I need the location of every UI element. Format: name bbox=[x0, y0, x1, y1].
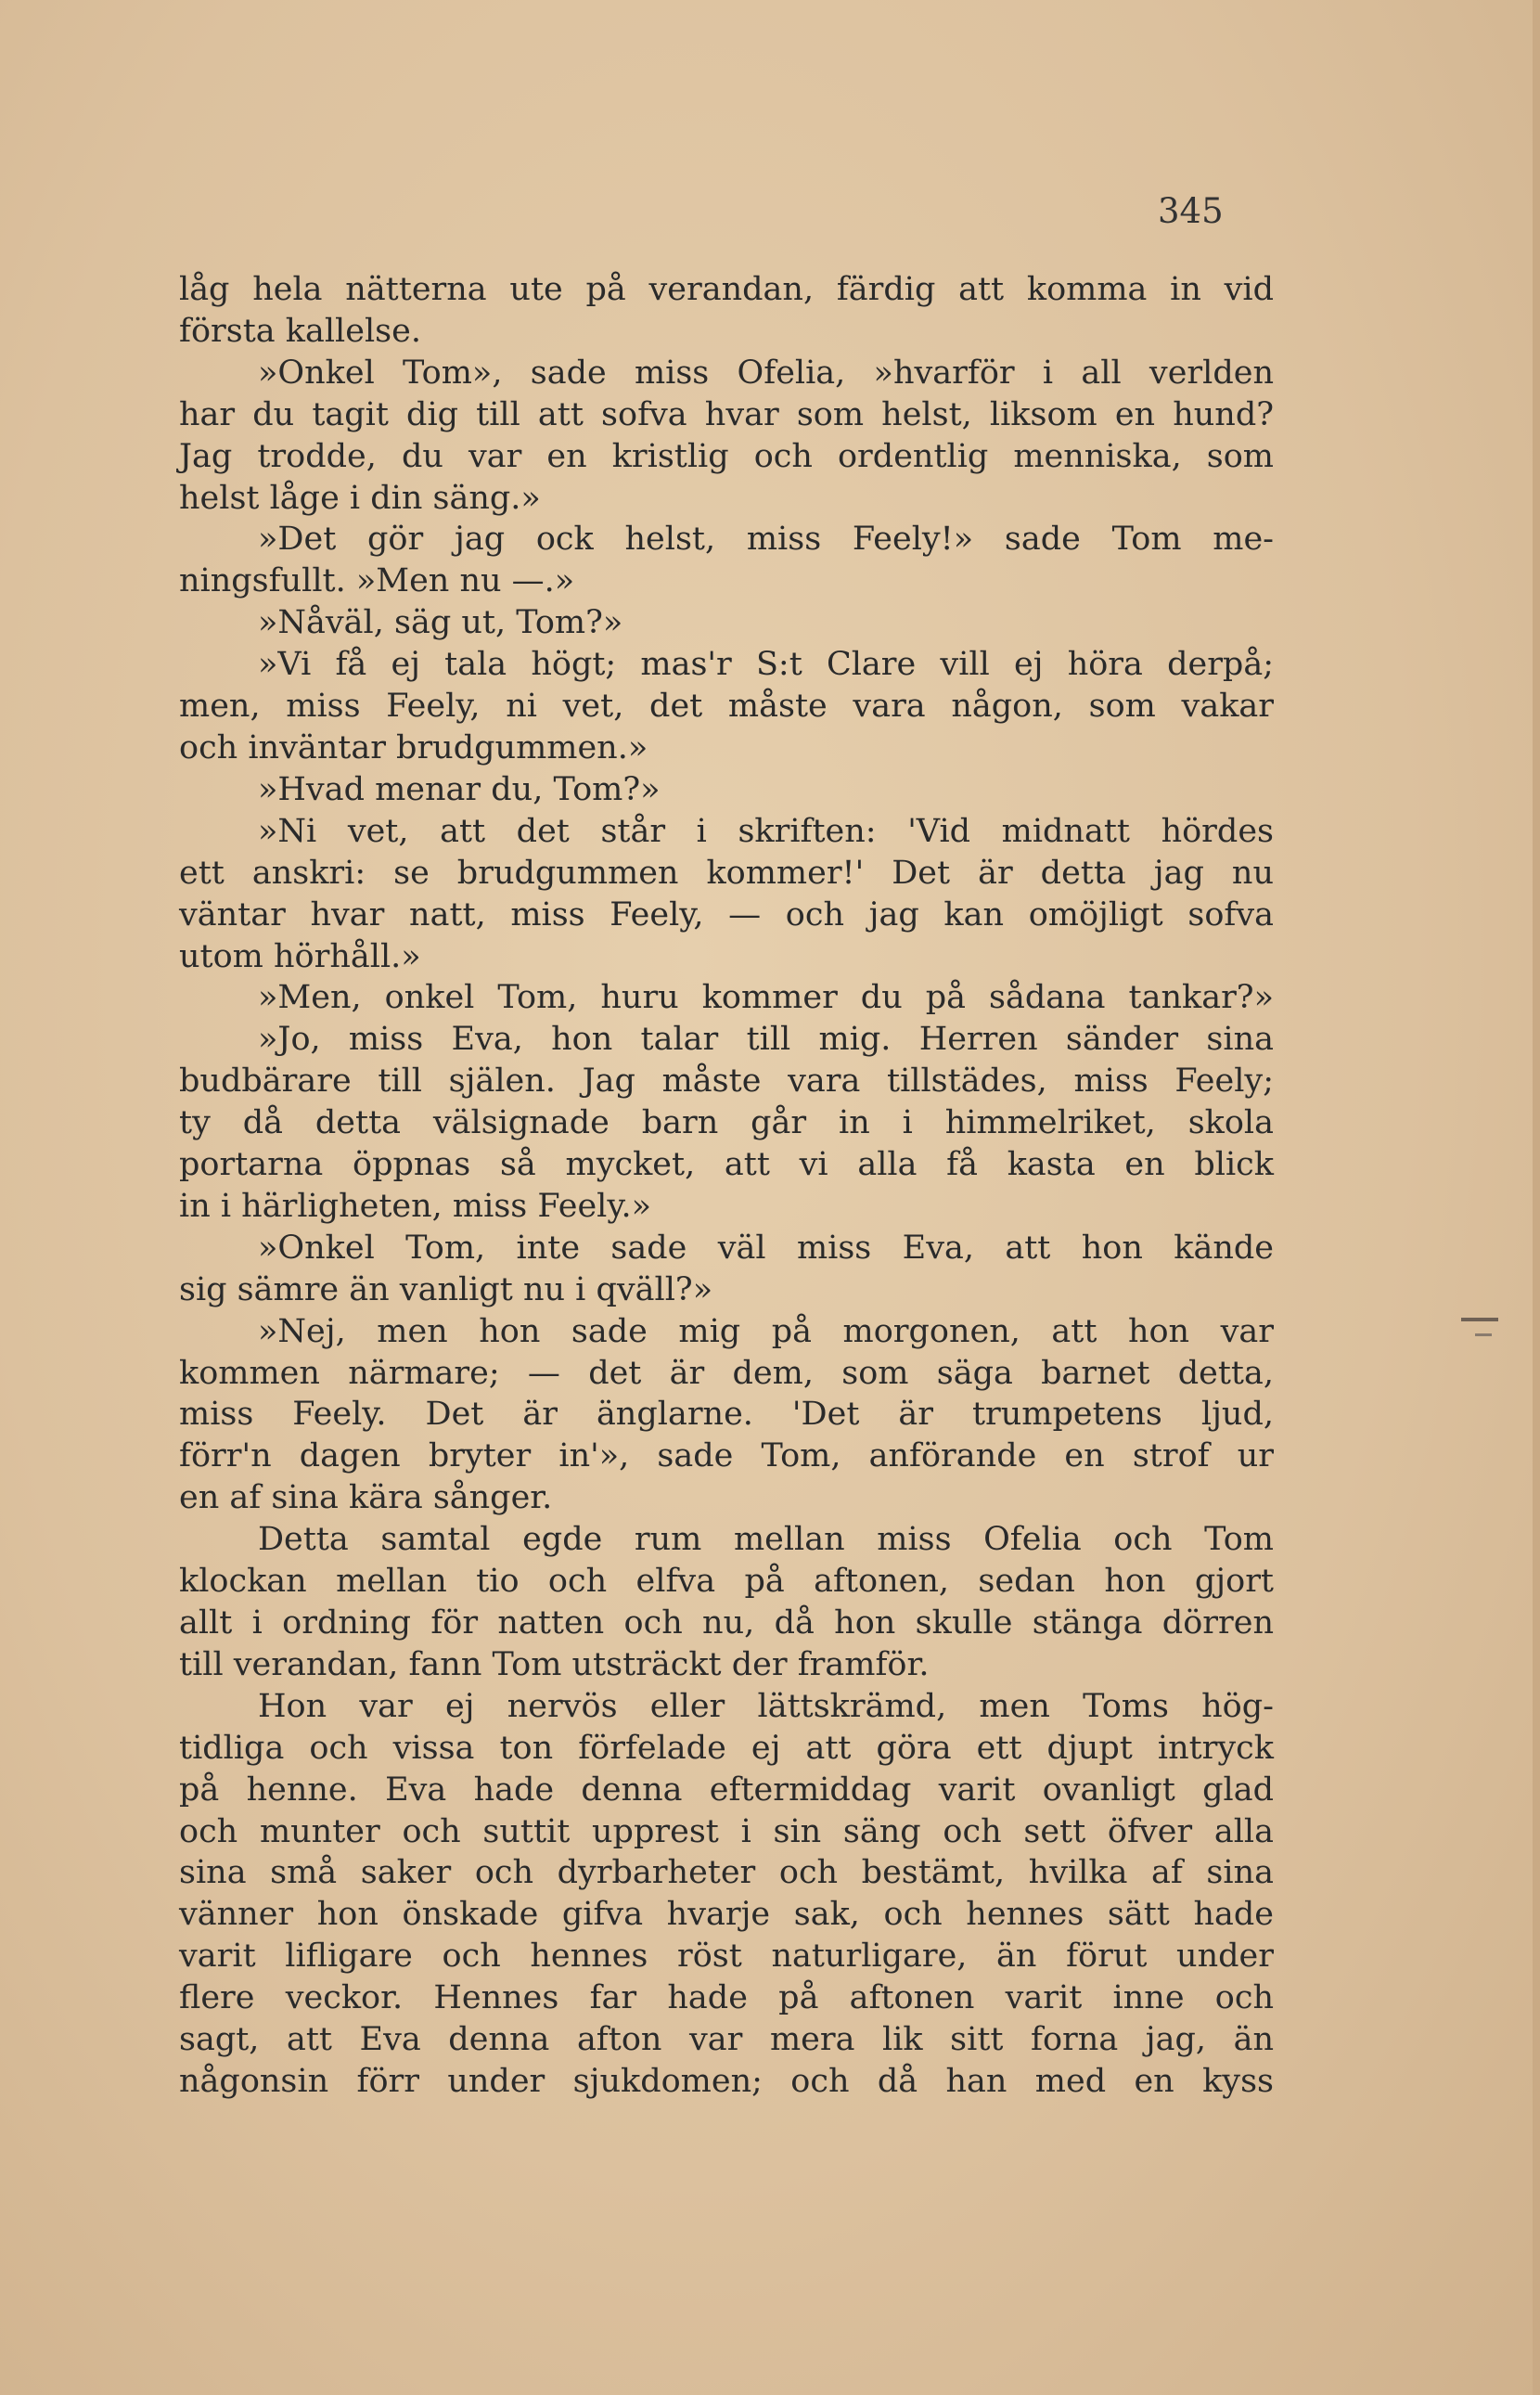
margin-pencil-mark bbox=[1461, 1318, 1498, 1321]
text-line: men, miss Feely, ni vet, det måste vara någon, som vakar bbox=[179, 688, 1274, 726]
text-line: »Det gör jag ock helst, miss Feely!» sade Tom me- bbox=[258, 521, 1274, 559]
text-line: Detta samtal egde rum mellan miss Ofelia och Tom bbox=[258, 1521, 1274, 1559]
text-line: »Ni vet, att det står i skriften: 'Vid midnatt hördes bbox=[258, 812, 1274, 850]
text-line: första kallelse. bbox=[179, 312, 421, 350]
text-line: sagt, att Eva denna afton var mera lik sitt forna jag, än bbox=[179, 2021, 1274, 2059]
margin-pencil-mark bbox=[1475, 1333, 1492, 1336]
text-line: förr'n dagen bryter in'», sade Tom, anförande en strof ur bbox=[179, 1437, 1274, 1475]
text-line: budbärare till själen. Jag måste vara tillstädes, miss Feely; bbox=[179, 1062, 1274, 1101]
text-line: varit lifligare och hennes röst naturligare, än förut under bbox=[179, 1938, 1274, 1976]
text-line: utom hörhåll.» bbox=[179, 937, 421, 975]
text-line: kommen närmare; — det är dem, som säga barnet detta, bbox=[179, 1354, 1274, 1392]
text-line: sina små saker och dyrbarheter och bestämt, hvilka af sina bbox=[179, 1854, 1274, 1892]
text-line: vänner hon önskade gifva hvarje sak, och hennes sätt hade bbox=[179, 1896, 1274, 1934]
page-number: 345 bbox=[1158, 191, 1224, 231]
text-line: har du tagit dig till att sofva hvar som helst, liksom en hund? bbox=[179, 395, 1274, 433]
text-line: väntar hvar natt, miss Feely, — och jag kan omöjligt sofva bbox=[179, 895, 1274, 934]
text-line: låg hela nätterna ute på verandan, färdig att komma in vid bbox=[179, 271, 1274, 308]
text-line: ningsfullt. »Men nu —.» bbox=[179, 562, 575, 600]
text-line: sig sämre än vanligt nu i qväll?» bbox=[179, 1270, 713, 1308]
text-line: »Onkel Tom, inte sade väl miss Eva, att hon kände bbox=[258, 1229, 1274, 1267]
text-line: tidliga och vissa ton förfelade ej att göra ett djupt intryck bbox=[179, 1729, 1274, 1767]
text-line: in i härligheten, miss Feely.» bbox=[179, 1187, 652, 1225]
text-line: »Hvad menar du, Tom?» bbox=[258, 770, 661, 808]
text-line: och munter och suttit upprest i sin säng och sett öfver alla bbox=[179, 1812, 1274, 1850]
text-line: ett anskri: se brudgummen kommer!' Det är detta jag nu bbox=[179, 854, 1274, 892]
text-line: »Nåväl, säg ut, Tom?» bbox=[258, 604, 623, 642]
text-line: »Onkel Tom», sade miss Ofelia, »hvarför i all verlden bbox=[258, 354, 1274, 392]
text-line: en af sina kära sånger. bbox=[179, 1479, 553, 1517]
text-line: helst låge i din säng.» bbox=[179, 479, 541, 517]
page-edge bbox=[1533, 0, 1540, 2395]
text-line: allt i ordning för natten och nu, då hon skulle stänga dörren bbox=[179, 1604, 1274, 1642]
text-line: någonsin förr under sjukdomen; och då han med en kyss bbox=[179, 2062, 1274, 2100]
text-line: »Men, onkel Tom, huru kommer du på sådana tankar?» bbox=[258, 979, 1274, 1017]
text-line: klockan mellan tio och elfva på aftonen, sedan hon gjort bbox=[179, 1563, 1274, 1601]
text-line: till verandan, fann Tom utsträckt der framför. bbox=[179, 1645, 930, 1683]
text-line: flere veckor. Hennes far hade på aftonen varit inne och bbox=[179, 1979, 1274, 2017]
text-line: »Nej, men hon sade mig på morgonen, att hon var bbox=[258, 1312, 1274, 1350]
text-line: ty då detta välsignade barn går in i himmelriket, skola bbox=[179, 1104, 1274, 1142]
text-line: Hon var ej nervös eller lättskrämd, men Toms hög- bbox=[258, 1687, 1274, 1725]
text-line: »Vi få ej tala högt; mas'r S:t Clare vill ej höra derpå; bbox=[258, 646, 1274, 684]
text-line: miss Feely. Det är änglarne. 'Det är trumpetens ljud, bbox=[179, 1396, 1274, 1434]
text-line: på henne. Eva hade denna eftermiddag varit ovanligt glad bbox=[179, 1770, 1274, 1809]
text-line: portarna öppnas så mycket, att vi alla få kasta en blick bbox=[179, 1146, 1274, 1184]
body-text bbox=[179, 269, 1274, 2103]
text-line: »Jo, miss Eva, hon talar till mig. Herren sänder sina bbox=[258, 1021, 1274, 1059]
text-line: Jag trodde, du var en kristlig och ordentlig menniska, som bbox=[179, 437, 1274, 475]
text-line: och inväntar brudgummen.» bbox=[179, 728, 648, 766]
